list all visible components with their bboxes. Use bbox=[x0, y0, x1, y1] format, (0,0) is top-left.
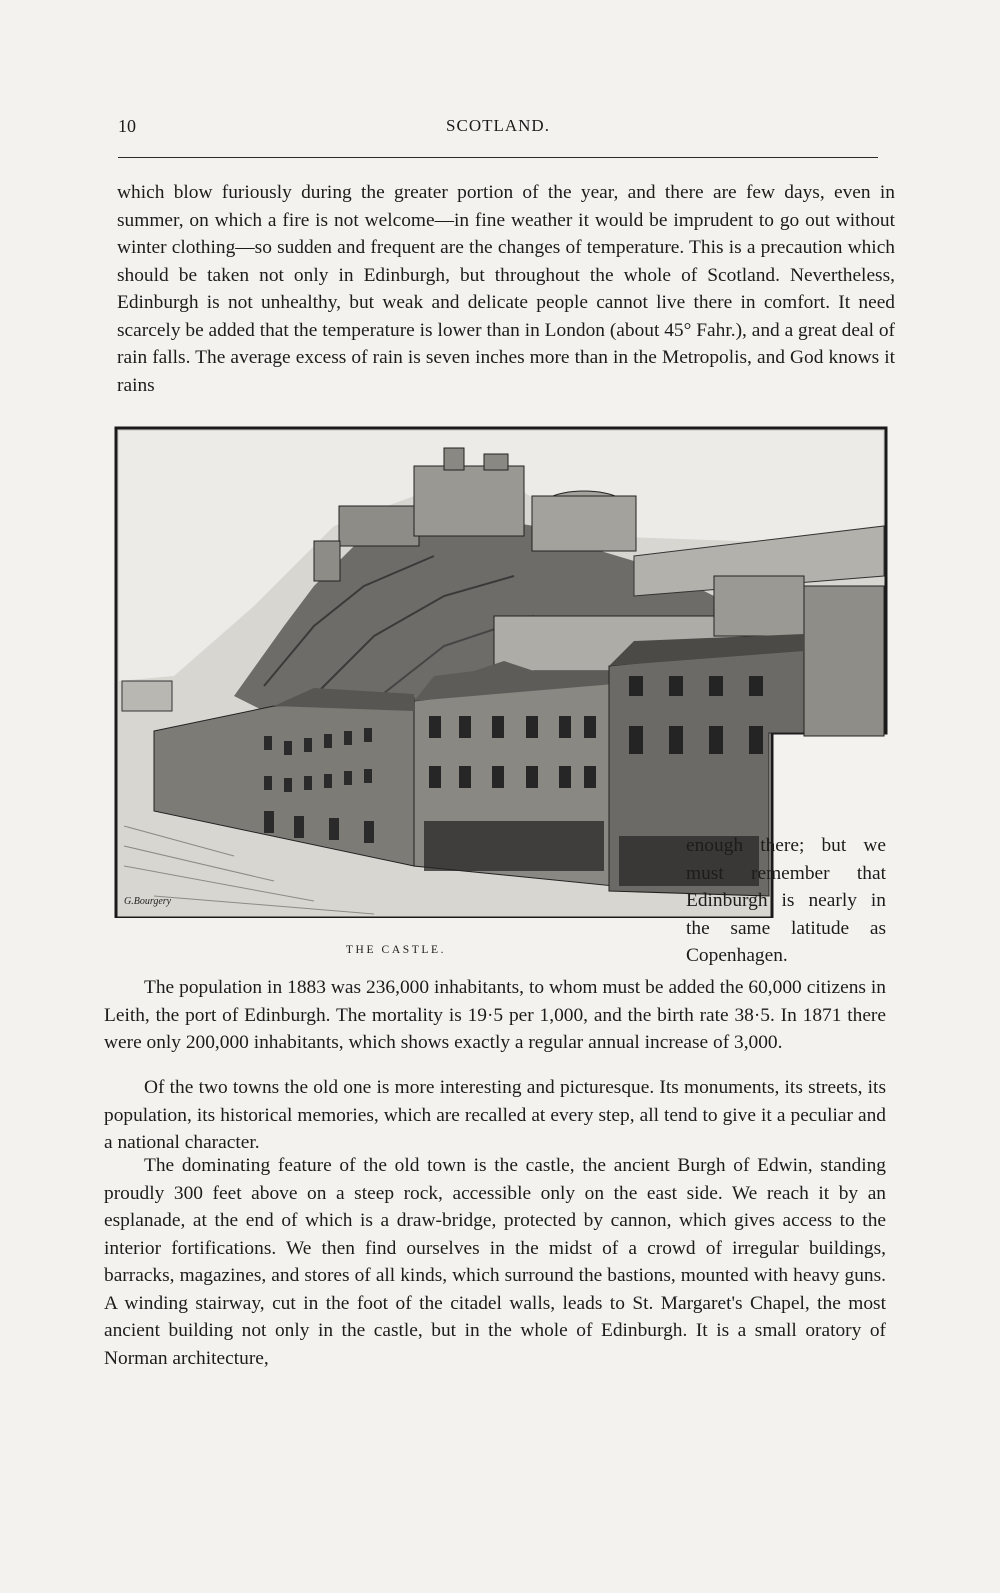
running-title: SCOTLAND. bbox=[446, 116, 550, 135]
paragraph-3: Of the two towns the old one is more interesting and picturesque. Its monuments, its streets, its population, its historical memories, which are recalled at every step, all tend to give it a peculiar and a national character. bbox=[104, 1077, 886, 1153]
page-number: 10 bbox=[118, 116, 136, 136]
wrapped-text-beside-figure: enough there; but we must remember that Edinburgh is nearly in the same latitude as Copenhagen. bbox=[686, 835, 886, 966]
artist-signature: G.Bourgery bbox=[124, 896, 172, 907]
paragraph-4: The dominating feature of the old town is the castle, the ancient Burgh of Edwin, standing proudly 300 feet above on a steep rock, accessible only on the east side. We reach it by an esplanade, at the end of which is a draw-bridge, protected by cannon, which gives access to the interior fortifications. We then find ourselves in the midst of a crowd of irregular buildings, barracks, magazines, and stores of all kinds, which surround the bastions, mounted with heavy guns. A winding stairway, cut in the foot of the citadel walls, leads to St. Margaret's Chapel, the most ancient building not only in the castle, but in the whole of Edinburgh. It is a small oratory of Norman architecture, bbox=[104, 1155, 886, 1369]
header-rule bbox=[118, 157, 878, 158]
paragraph-1: which blow furiously during the greater portion of the year, and there are few days, even in summer, on which a fire is not welcome—in fine weather it would be imprudent to go out without winter clothing—so sudden and frequent are the changes of temperature. This is a precaution which should be taken not only in Edinburgh, but throughout the whole of Scotland. Nevertheless, Edinburgh is not unhealthy, but weak and delicate people cannot live there in comfort. It need scarcely be added that the temperature is lower than in London (about 45° Fahr.), and a great deal of rain falls. The average excess of rain is seven inches more than in the Metropolis, and God knows it rains bbox=[117, 182, 895, 396]
figure-caption: THE CASTLE. bbox=[345, 944, 447, 956]
running-head bbox=[118, 116, 878, 140]
paragraph-2: The population in 1883 was 236,000 inhabitants, to whom must be added the 60,000 citizens in Leith, the port of Edinburgh. The mortality is 19·5 per 1,000, and the birth rate 38·5. In 1871 there were only 200,000 inhabitants, which shows exactly a regular annual increase of 3,000. bbox=[104, 977, 886, 1053]
